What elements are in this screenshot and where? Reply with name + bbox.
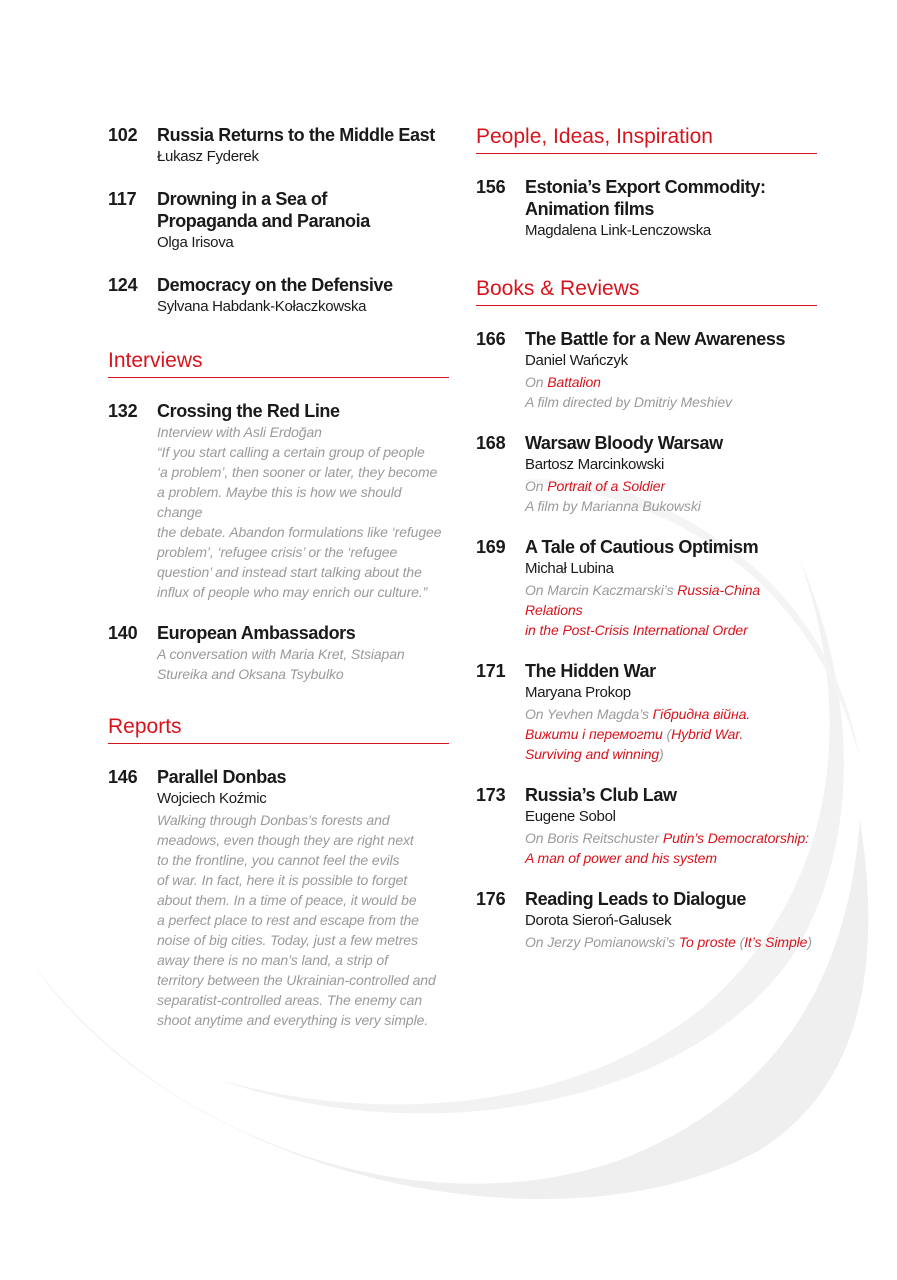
paren-close: ) [659,746,664,762]
quote-line: ‘a problem’, then sooner or later, they become [157,464,438,480]
page-number: 156 [476,177,506,197]
article-title: Russia’s Club Law [525,785,677,805]
page-number: 166 [476,329,506,349]
excerpt-line: shoot anytime and everything is very simple. [157,1012,429,1028]
article-title: Russia Returns to the Middle East [157,125,435,145]
page-number: 173 [476,785,506,805]
review-prefix: On [525,374,548,390]
article-title: Warsaw Bloody Warsaw [525,433,723,453]
paren-open: ( [662,726,672,742]
page-number: 124 [108,275,138,295]
excerpt-line: noise of big cities. Today, just a few metres [157,932,418,948]
review-subject [525,704,817,724]
review-subject-line [525,724,817,744]
toc-entry[interactable] [108,274,449,318]
review-work-title-line: Вижити і перемогти [525,726,663,742]
quote-line: influx of people who may enrich our culture.” [157,584,428,600]
section-heading-interviews: Interviews [108,348,449,378]
toc-entry[interactable] [476,176,817,242]
article-subtitle: Interview with Asli Erdoğan [157,424,322,440]
article-title-line: Propaganda and Paranoia [157,211,370,231]
review-work-title: To proste [678,934,736,950]
toc-entry[interactable] [108,400,449,602]
review-work-title-line: in the Post-Crisis International Order [525,622,748,638]
toc-entry[interactable] [108,188,449,254]
article-author: Olga Irisova [157,234,234,251]
review-work-title: Battalion [547,374,601,390]
section-heading-reports: Reports [108,714,449,744]
page-number: 117 [108,189,137,209]
review-prefix: On Yevhen Magda’s [525,706,653,722]
review-subject-line [525,744,817,764]
page-number: 176 [476,889,506,909]
excerpt-line: to the frontline, you cannot feel the evils [157,852,400,868]
review-note: A film directed by Dmitriy Meshiev [525,394,732,410]
quote-line: problem’, ‘refugee crisis’ or the ‘refugee [157,544,398,560]
quote-line: question’ and instead start talking about the [157,564,422,580]
article-title: Reading Leads to Dialogue [525,889,747,909]
excerpt-line: separatist-controlled areas. The enemy can [157,992,423,1008]
review-work-title: Portrait of a Soldier [547,478,665,494]
article-title: European Ambassadors [157,623,356,643]
toc-entry[interactable] [108,766,449,1030]
review-prefix: On Boris Reitschuster [525,830,663,846]
excerpt-line: a perfect place to rest and escape from the [157,912,419,928]
toc-entry[interactable] [476,888,817,952]
toc-entry[interactable] [476,660,817,764]
paren-open: ( [735,934,745,950]
article-title: Crossing the Red Line [157,401,340,421]
quote-line: a problem. Maybe this is how we should change [157,484,402,520]
excerpt-line: meadows, even though they are right next [157,832,414,848]
article-author: Daniel Wańczyk [525,352,628,369]
page-number: 168 [476,433,506,453]
paren-close: ) [807,934,812,950]
excerpt-line: territory between the Ukrainian-controlled and [157,972,436,988]
quote-line: “If you start calling a certain group of people [157,444,425,460]
review-prefix: On Marcin Kaczmarski’s [525,582,678,598]
excerpt-line: away there is no man’s land, a strip of [157,952,388,968]
article-author: Magdalena Link-Lenczowska [525,222,711,239]
review-prefix: On Jerzy Pomianowski’s [525,934,679,950]
toc-entry[interactable] [108,622,449,684]
toc-entry[interactable] [476,328,817,412]
article-author: Eugene Sobol [525,808,616,825]
article-title: Democracy on the Defensive [157,275,393,295]
page-number: 169 [476,537,506,557]
excerpt-line: about them. In a time of peace, it would be [157,892,417,908]
article-author: Sylvana Habdank-Kołaczkowska [157,298,367,315]
excerpt-line: of war. In fact, here it is possible to forget [157,872,408,888]
review-subject [525,372,817,392]
article-subtitle-line: A conversation with Maria Kret, Stsiapan [157,646,405,662]
article-title: A Tale of Cautious Optimism [525,537,759,557]
article-author: Wojciech Koźmic [157,790,267,807]
review-work-title: Russia-China Relations [525,582,761,618]
review-subject [525,476,817,496]
toc-left-column [108,124,449,1050]
review-subject [525,580,817,620]
review-note: A film by Marianna Bukowski [525,498,701,514]
page-number: 140 [108,623,138,643]
section-heading-books-reviews: Books & Reviews [476,276,817,306]
review-work-title: Гібридна війна. [652,706,751,722]
review-work-translation: It’s Simple [744,934,808,950]
article-author: Dorota Sieroń-Galusek [525,912,672,929]
review-work-title: Putin’s Democratorship: [662,830,809,846]
page-number: 132 [108,401,138,421]
toc-entry[interactable] [476,536,817,640]
toc-right-column [476,124,817,972]
excerpt-line: Walking through Donbas’s forests and [157,812,390,828]
article-title-line: Animation films [525,199,655,219]
review-subject [525,828,817,848]
article-title: The Hidden War [525,661,656,681]
review-subject [525,932,817,952]
article-author: Maryana Prokop [525,684,631,701]
review-prefix: On [525,478,548,494]
article-author: Bartosz Marcinkowski [525,456,665,473]
toc-entry[interactable] [108,124,449,168]
review-work-translation-line: Surviving and winning [525,746,660,762]
article-title: The Battle for a New Awareness [525,329,786,349]
toc-entry[interactable] [476,784,817,868]
article-subtitle-line: Stureika and Oksana Tsybulko [157,666,344,682]
review-work-translation: Hybrid War. [671,726,744,742]
article-title: Parallel Donbas [157,767,287,787]
article-author: Łukasz Fyderek [157,148,259,165]
page-number: 171 [476,661,506,681]
quote-line: the debate. Abandon formulations like ‘refugee [157,524,442,540]
article-title-line: Estonia’s Export Commodity: [525,177,766,197]
section-heading-people-ideas: People, Ideas, Inspiration [476,124,817,154]
article-author: Michał Lubina [525,560,614,577]
review-work-title-line: A man of power and his system [525,850,717,866]
page-number: 146 [108,767,138,787]
page-number: 102 [108,125,138,145]
toc-entry[interactable] [476,432,817,516]
article-title-line: Drowning in a Sea of [157,189,328,209]
